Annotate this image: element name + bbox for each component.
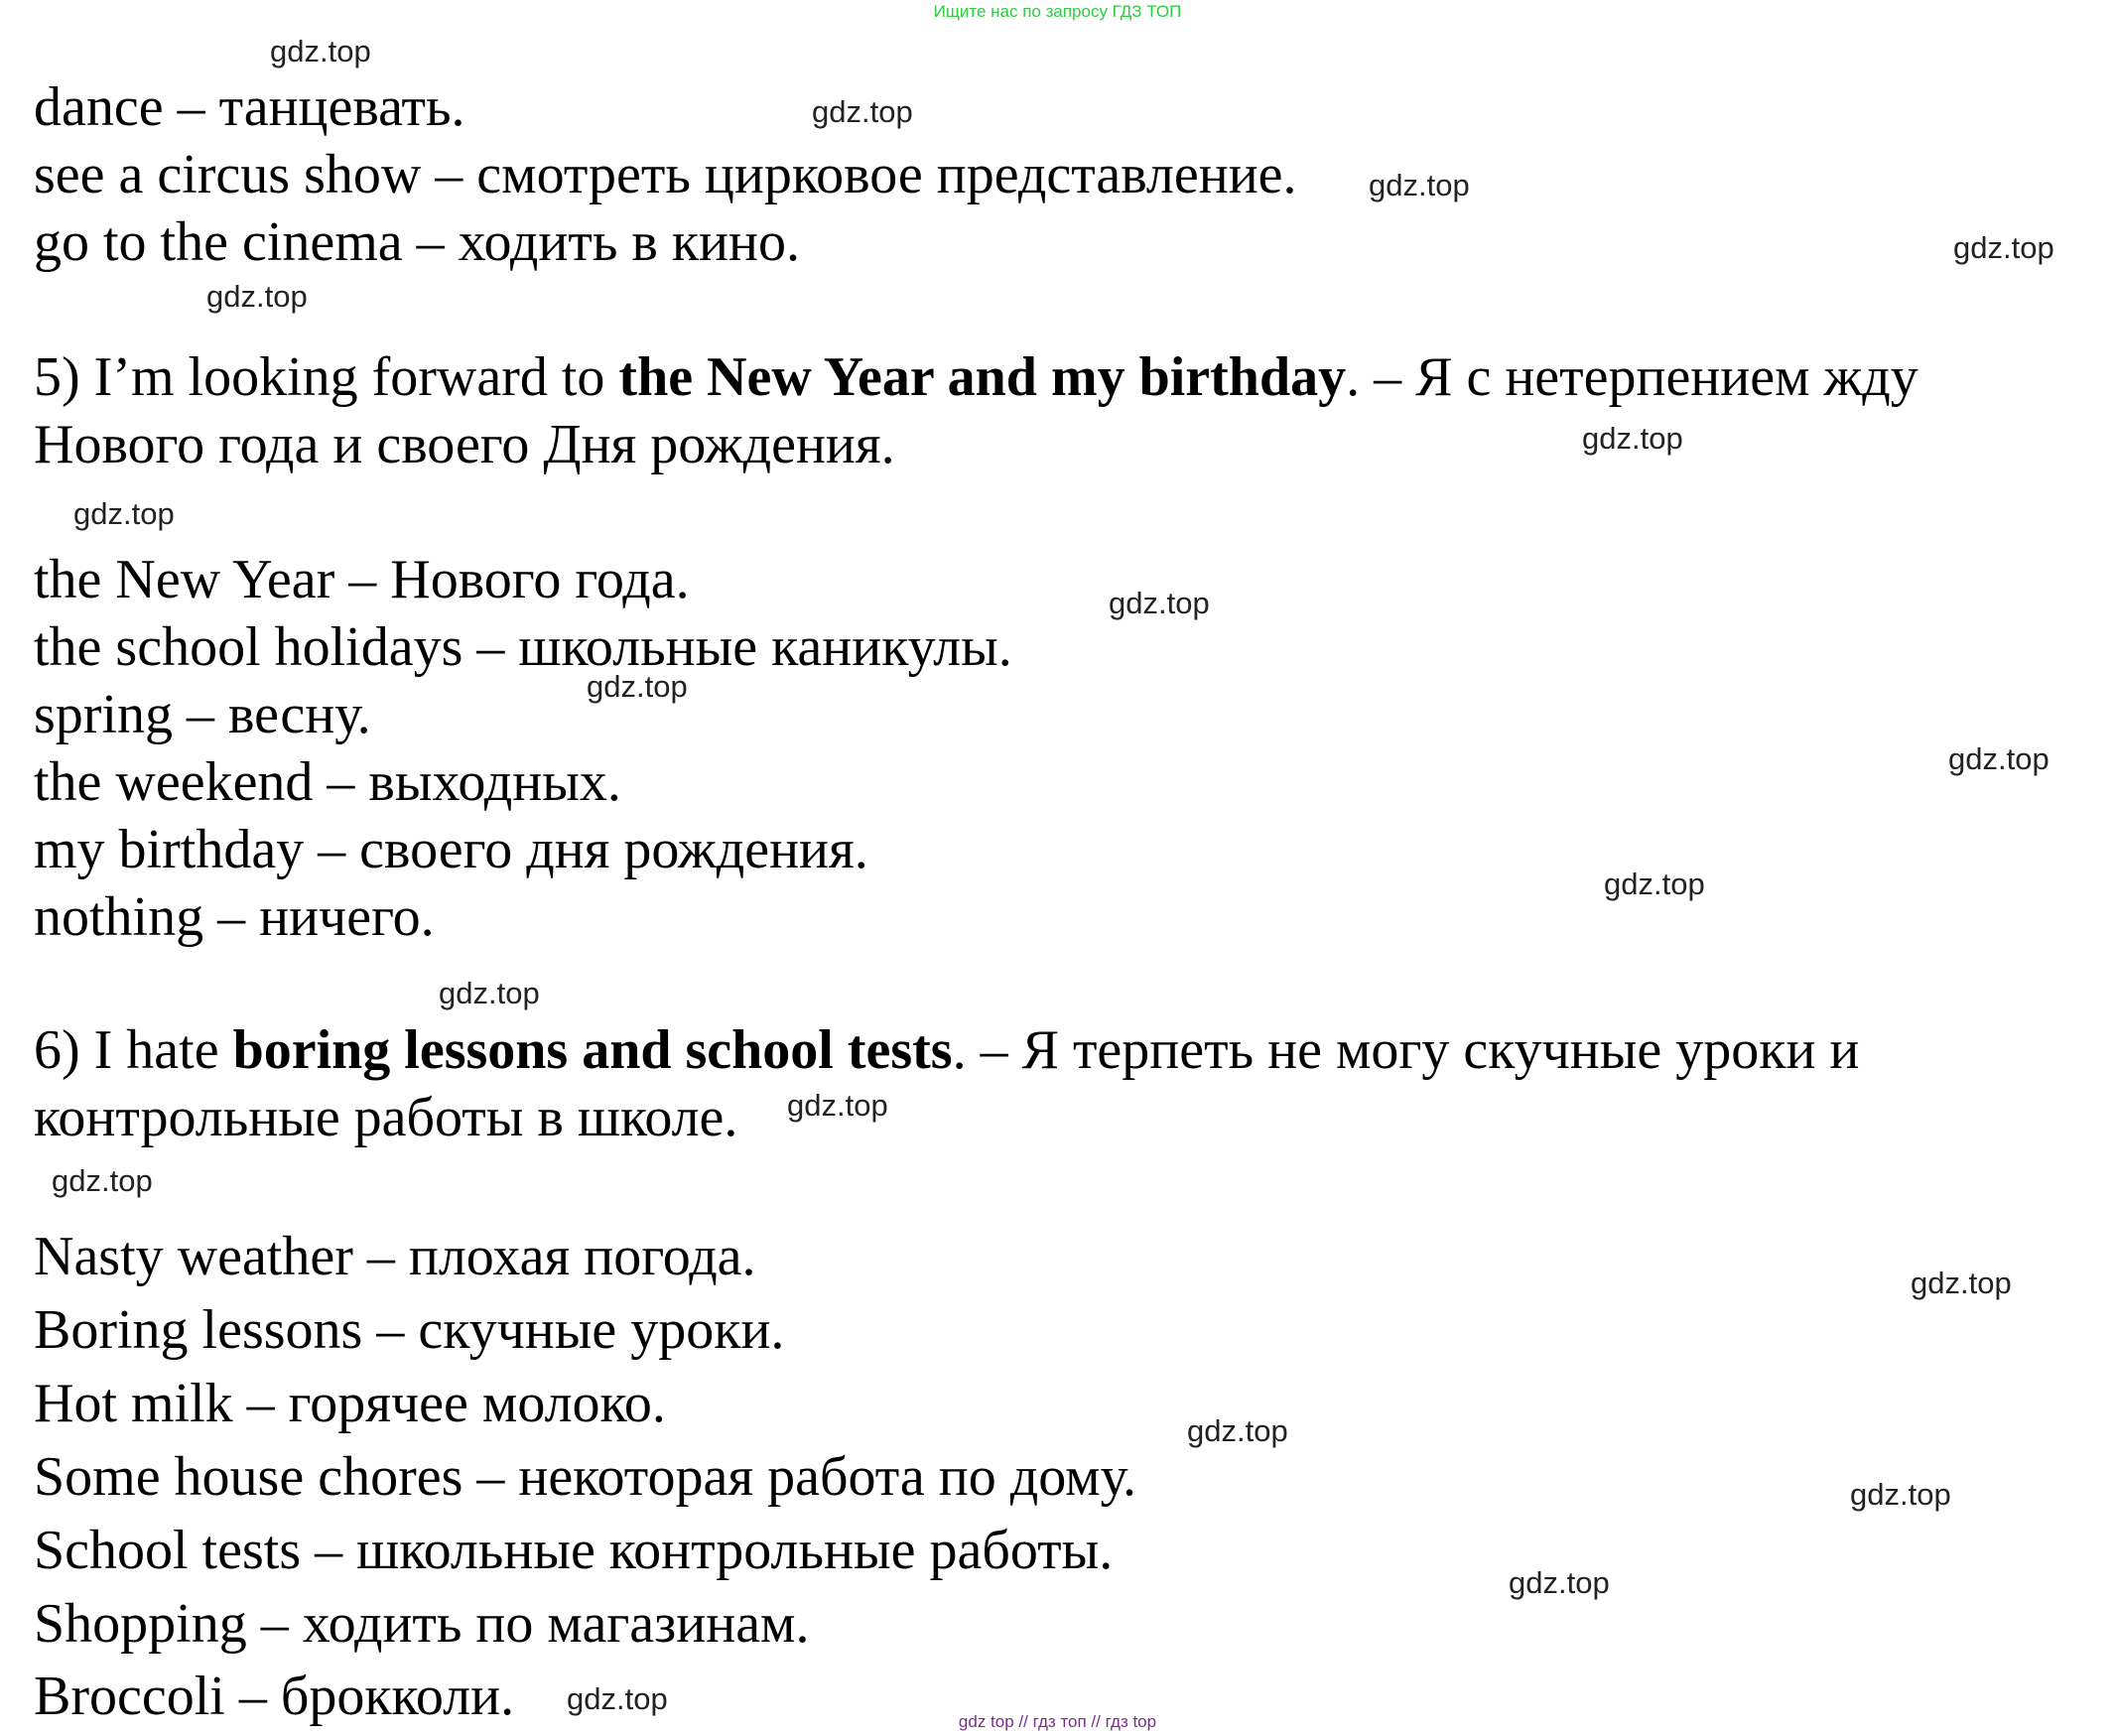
sentence-text: . – Я с нетерпением жду	[1346, 346, 1918, 408]
vocab-line: Shopping – ходить по магазинам.	[34, 1593, 810, 1655]
vocab-line: Nasty weather – плохая погода.	[34, 1226, 756, 1287]
watermark: gdz.top	[1948, 741, 2049, 776]
sentence-5-line1	[34, 346, 1918, 408]
watermark: gdz.top	[1953, 230, 2054, 265]
watermark: gdz.top	[1187, 1413, 1288, 1448]
footer: gdz top // гдз топ // гдз top	[958, 1712, 1157, 1731]
vocab-line: the weekend – выходных.	[34, 751, 621, 813]
vocab-line: the school holidays – школьные каникулы.	[34, 616, 1012, 678]
vocab-line: dance – танцевать.	[34, 76, 465, 138]
watermark: gdz.top	[73, 496, 175, 531]
watermark: gdz.top	[1109, 586, 1210, 620]
watermark: gdz.top	[787, 1088, 888, 1123]
watermark: gdz.top	[270, 34, 371, 68]
vocab-line: go to the cinema – ходить в кино.	[34, 211, 800, 273]
sentence-5-line2: Нового года и своего Дня рождения.	[34, 414, 895, 475]
sentence-bold: boring lessons and school tests	[232, 1019, 953, 1081]
sentence-text: . – Я терпеть не могу скучные уроки и	[952, 1019, 1860, 1081]
watermark: gdz.top	[1911, 1266, 2012, 1300]
watermark: gdz.top	[52, 1163, 153, 1198]
watermark: gdz.top	[206, 279, 308, 314]
vocab-line: School tests – школьные контрольные работы.	[34, 1520, 1114, 1581]
watermark: gdz.top	[812, 94, 913, 129]
watermark: gdz.top	[587, 669, 688, 704]
watermark: gdz.top	[567, 1681, 668, 1716]
watermark: gdz.top	[1582, 421, 1683, 456]
sentence-6-line1	[34, 1019, 1860, 1081]
vocab-line: Some house chores – некоторая работа по дому.	[34, 1446, 1137, 1508]
sentence-6-line2: контрольные работы в школе.	[34, 1087, 738, 1148]
sentence-text: 5) I’m looking forward to	[34, 346, 619, 408]
watermark: gdz.top	[1604, 867, 1705, 901]
watermark: gdz.top	[1369, 168, 1470, 202]
vocab-line: spring – весну.	[34, 684, 371, 745]
vocab-line: the New Year – Нового года.	[34, 549, 690, 610]
top-banner: Ищите нас по запросу ГДЗ ТОП	[933, 2, 1182, 21]
sentence-text: 6) I hate	[34, 1019, 233, 1081]
vocab-line: Broccoli – брокколи.	[34, 1666, 515, 1727]
vocab-line: Boring lessons – скучные уроки.	[34, 1299, 785, 1361]
vocab-line: my birthday – своего дня рождения.	[34, 819, 868, 880]
vocab-line: Hot milk – горячее молоко.	[34, 1373, 666, 1434]
vocab-line: see a circus show – смотреть цирковое представление.	[34, 144, 1297, 205]
sentence-bold: the New Year and my birthday	[618, 346, 1347, 408]
vocab-line: nothing – ничего.	[34, 886, 435, 948]
watermark: gdz.top	[1850, 1477, 1951, 1512]
watermark: gdz.top	[1509, 1565, 1610, 1600]
watermark: gdz.top	[439, 976, 540, 1010]
